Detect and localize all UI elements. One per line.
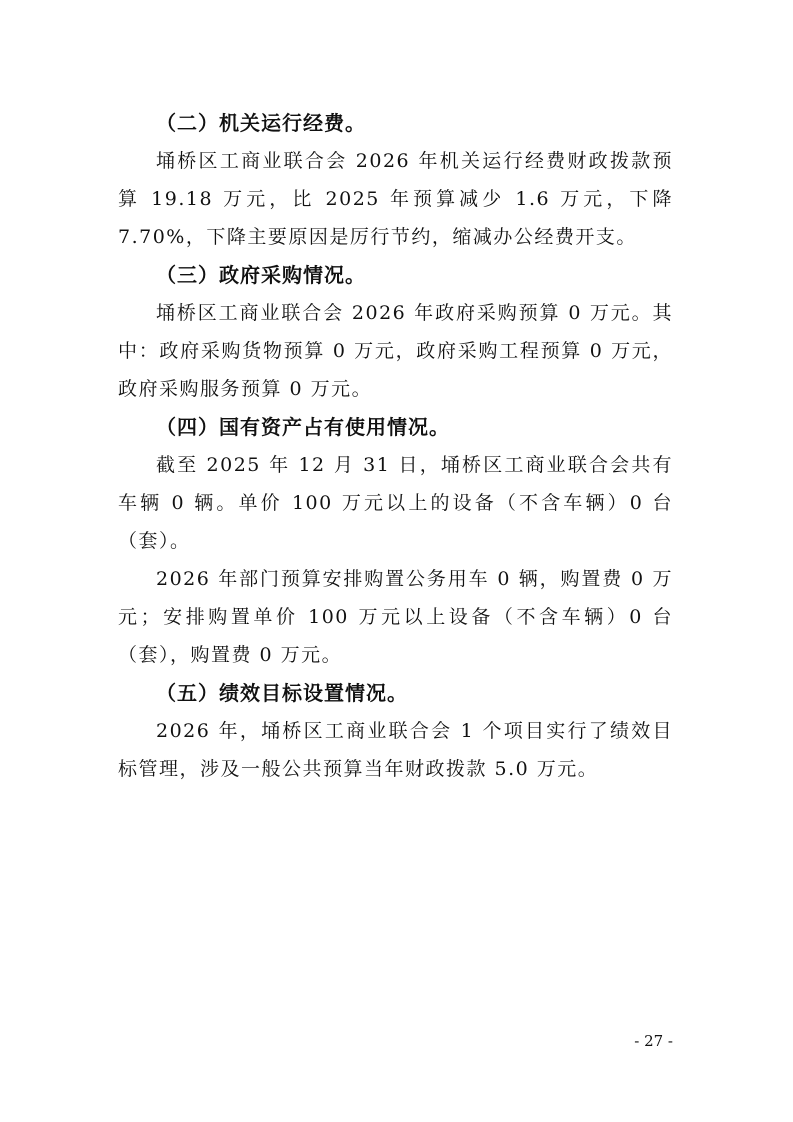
paragraph-government-procurement: 埇桥区工商业联合会 2026 年政府采购预算 0 万元。其中：政府采购货物预算 0 万元，政府采购工程预算 0 万元，政府采购服务预算 0 万元。 (118, 302, 673, 400)
section-heading-performance-targets: （五）绩效目标设置情况。 (156, 681, 408, 705)
paragraph-operating-expenses: 埇桥区工商业联合会 2026 年机关运行经费财政拨款预算 19.18 万元，比 2025 年预算减少 1.6 万元，下降 7.70%，下降主要原因是厉行节约，缩减办公经费开支。 (118, 150, 673, 248)
paragraph-state-assets-vehicles: 截至 2025 年 12 月 31 日，埇桥区工商业联合会共有车辆 0 辆。单价 100 万元以上的设备（不含车辆）0 台（套）。 (118, 454, 673, 552)
section-heading-operating-expenses: （二）机关运行经费。 (156, 111, 366, 135)
paragraph-state-assets-purchases: 2026 年部门预算安排购置公务用车 0 辆，购置费 0 万元；安排购置单价 100 万元以上设备（不含车辆）0 台（套），购置费 0 万元。 (118, 568, 673, 666)
document-body (118, 104, 673, 788)
section-heading-government-procurement: （三）政府采购情况。 (156, 263, 366, 287)
page-number: - 27 - (634, 1032, 673, 1050)
section-heading-state-assets: （四）国有资产占有使用情况。 (156, 415, 450, 439)
paragraph-performance-targets: 2026 年，埇桥区工商业联合会 1 个项目实行了绩效目标管理，涉及一般公共预算当年财政拨款 5.0 万元。 (118, 720, 673, 780)
